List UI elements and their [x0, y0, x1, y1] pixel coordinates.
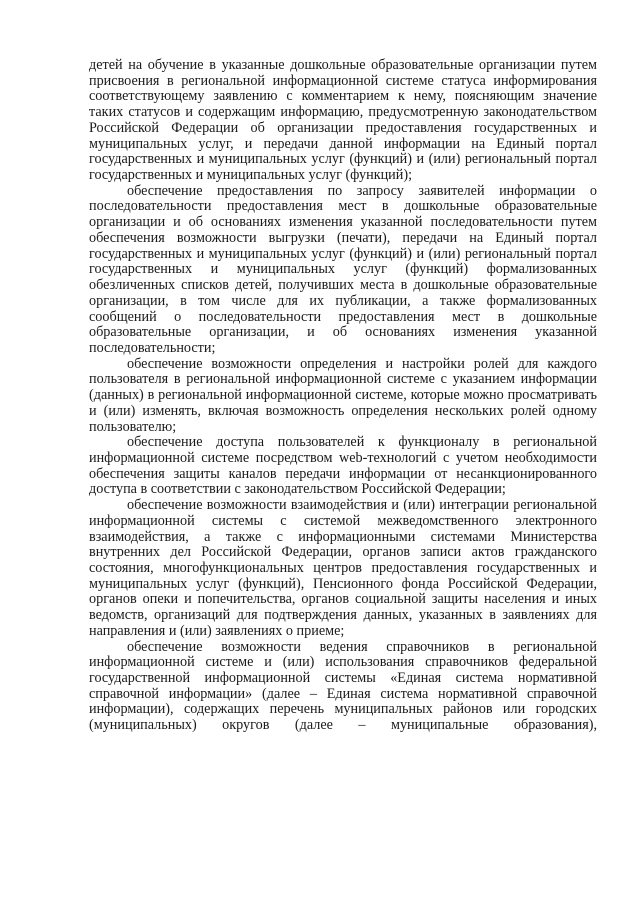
- document-page: [89, 58, 597, 734]
- paragraph-3: обеспечение возможности определения и настройки ролей для каждого пользователя в региональной информационной системе с указанием информации (данных) в региональной информационной системе, которые можно просматривать и (или) изменять, включая возможность определения нескольких ролей одному пользователю;: [89, 355, 597, 435]
- paragraph-5: обеспечение возможности взаимодействия и (или) интеграции региональной информационной системы с системой межведомственного электронного взаимодействия, а также с информационными системами Министерства внутренних дел Российской Федерации, органов записи актов гражданского состояния, многофункциональных центров предоставления государственных и муниципальных услуг (функций), Пенсионного фонда Российской Федерации, органов опеки и попечительства, органов социальной защиты населения и иных ведомств, организаций для подтверждения данных, указанных в заявлениях для направления и (или) заявлениях о приеме;: [89, 497, 597, 639]
- paragraph-6: обеспечение возможности ведения справочников в региональной информационной системе и (или) использования справочников федеральной государственной информационной системы «Единая система нормативной справочной информации» (далее – Единая система нормативной справочной информации), содержащих перечень муниципальных районов или городских (муниципальных) округов (далее – муниципальные образования),: [89, 638, 597, 734]
- paragraph-1: детей на обучение в указанные дошкольные образовательные организации путем присвоения в региональной информационной системе статуса информирования соответствующему заявлению с комментарием к нему, поясняющим значение таких статусов и содержащим информацию, предусмотренную законодательством Российской Федерации об организации предоставления государственных и муниципальных услуг, и передачи данной информации на Единый портал государственных и муниципальных услуг (функций) и (или) региональный портал государственных и муниципальных услуг (функций);: [89, 57, 597, 184]
- paragraph-2: обеспечение предоставления по запросу заявителей информации о последовательности предоставления мест в дошкольные образовательные организации и об основаниях изменения указанной последовательности путем обеспечения возможности выгрузки (печати), передачи на Единый портал государственных и муниципальных услуг (функций) и (или) региональный портал государственных и муниципальных услуг (функций) формализованных обезличенных списков детей, получивших места в дошкольные образовательные организации, в том числе для их публикации, а также формализованных сообщений о последовательности предоставления мест в дошкольные образовательные организации, и об основаниях изменения указанной последовательности;: [89, 182, 597, 356]
- paragraph-4: обеспечение доступа пользователей к функционалу в региональной информационной системе посредством web-технологий с учетом необходимости обеспечения защиты каналов передачи информации от несанкционированного доступа в соответствии с законодательством Российской Федерации;: [89, 434, 597, 498]
